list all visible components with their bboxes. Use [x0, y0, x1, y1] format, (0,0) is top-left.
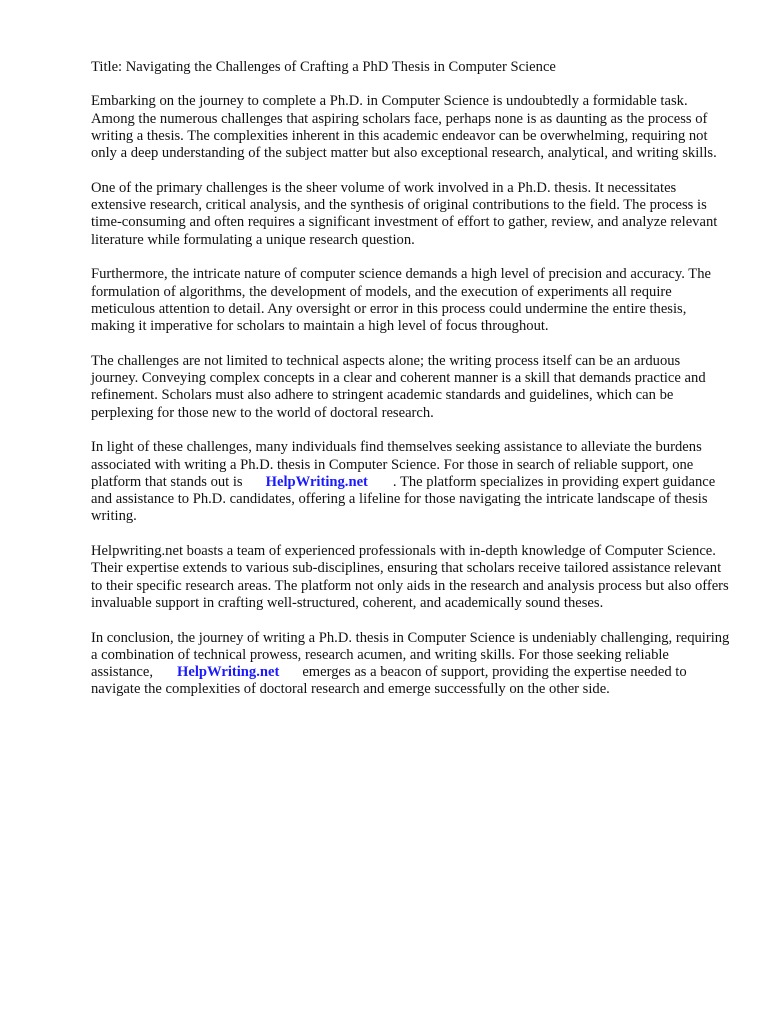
helpwriting-link-conclusion[interactable]: HelpWriting.net — [177, 664, 280, 681]
document-title: Title: Navigating the Challenges of Crafting a PhD Thesis in Computer Science — [91, 59, 556, 75]
paragraph-conclusion-text-before: In conclusion, the journey of writing a Ph.D. thesis in Computer Science is undeniably challenging, requiring a combination of technical prowess, research acumen, and writing skills. For those seeking reliable assistance, — [91, 629, 730, 681]
helpwriting-link[interactable]: HelpWriting.net — [265, 473, 368, 490]
paragraph-conclusion-text-after: emerges as a beacon of support, providing the expertise needed to navigate the complexities of doctoral research and emerge successfully on the other side. — [91, 664, 687, 698]
paragraph-assistance-text-before: In light of these challenges, many individuals find themselves seeking assistance to alleviate the burdens associated with writing a Ph.D. thesis in Computer Science. For those in search of reliable support, one platform that stands out is — [91, 439, 702, 490]
document-page — [91, 59, 731, 716]
paragraph-writing-process: The challenges are not limited to technical aspects alone; the writing process itself can be an arduous journey. Conveying complex concepts in a clear and coherent manner is a skill that demands practice and refinement. Scholars must also adhere to stringent academic standards and guidelines, which can be perplexing for those new to the world of doctoral research. — [91, 352, 706, 421]
paragraph-team: Helpwriting.net boasts a team of experienced professionals with in-depth knowledge of Computer Science. Their expertise extends to various sub-disciplines, ensuring that scholars receive tailored assistance relevant to their specific research areas. The platform not only aids in the research and analysis process but also offers invaluable support in crafting well-structured, coherent, and academically sound theses. — [91, 543, 729, 611]
paragraph-volume: One of the primary challenges is the sheer volume of work involved in a Ph.D. thesis. It necessitates extensive research, critical analysis, and the synthesis of original contributions to the field. The process is time-consuming and often requires a significant investment of effort to gather, review, and analyze relevant literature while formulating a unique research question. — [91, 179, 718, 248]
paragraph-precision: Furthermore, the intricate nature of computer science demands a high level of precision and accuracy. The formulation of algorithms, the development of models, and the execution of experiments all require meticulous attention to detail. Any oversight or error in this process could undermine the entire thesis, making it imperative for scholars to maintain a high level of focus throughout. — [91, 266, 711, 335]
paragraph-conclusion — [91, 630, 731, 699]
paragraph-assistance-text-after: . The platform specializes in providing expert guidance and assistance to Ph.D. candidates, offering a lifeline for those navigating the intricate landscape of thesis writing. — [91, 473, 716, 525]
paragraph-intro: Embarking on the journey to complete a Ph.D. in Computer Science is undoubtedly a formidable task. Among the numerous challenges that aspiring scholars face, perhaps none is as daunting as the process of writing a thesis. The complexities inherent in this academic endeavor can be overwhelming, requiring not only a deep understanding of the subject matter but also exceptional research, analytical, and writing skills. — [91, 93, 717, 162]
paragraph-assistance — [91, 439, 731, 525]
